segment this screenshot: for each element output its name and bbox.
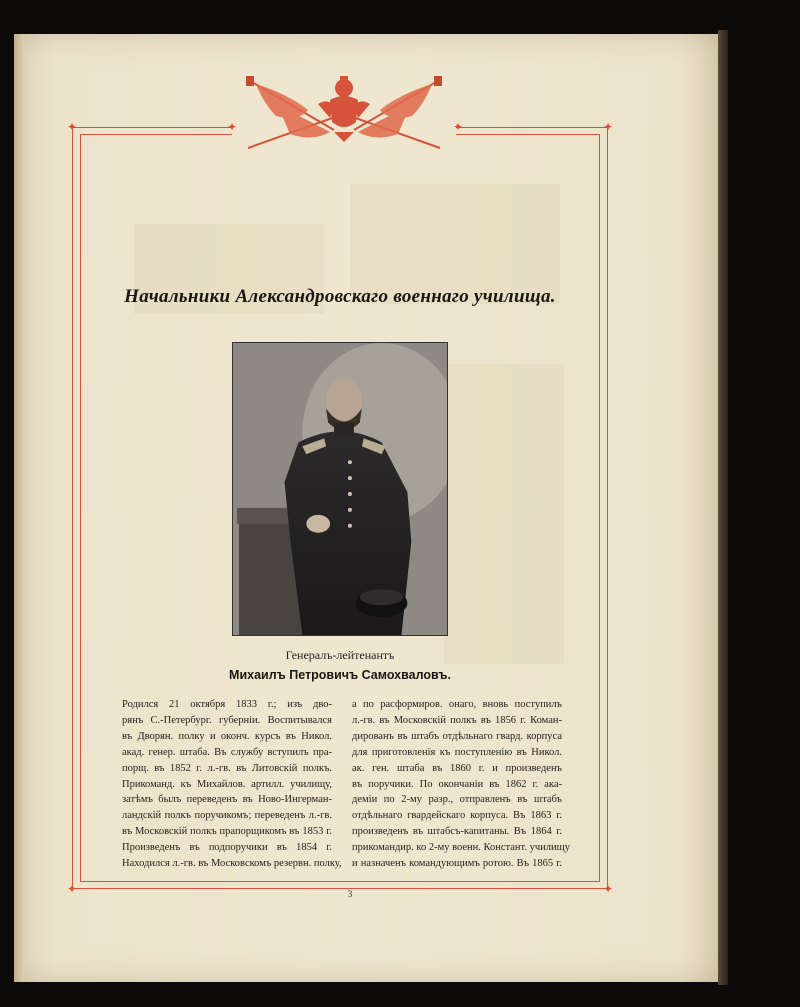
biography-line: въ Дворян. полку и оконч. курсъ въ Никол.: [122, 730, 332, 742]
frame-corner-ornament: ✦: [602, 882, 614, 896]
portrait-name-caption: Михаилъ Петровичъ Самохваловъ.: [229, 668, 451, 682]
book-edge: [718, 30, 728, 985]
biography-line: ландскій полкъ поручикомъ; переведенъ л.-гв.: [122, 810, 332, 822]
frame-corner-ornament: ✦: [602, 120, 614, 134]
biography-line: произведенъ въ штабсъ-капитаны. Въ 1864 г.: [352, 826, 562, 838]
biography-line: акад. генер. штаба. Въ службу вступилъ пра-: [122, 746, 332, 758]
page-number: 3: [347, 889, 353, 899]
biography-right-column: [352, 697, 570, 872]
biography-line: затѣмъ былъ переведенъ въ Ново-Ингерман-: [122, 794, 332, 806]
portrait-photograph: [232, 342, 448, 636]
biography-line: ак. ген. штаба въ 1860 г. и произведенъ: [352, 762, 562, 774]
frame-corner-ornament: ✦: [452, 120, 464, 134]
biography-line: порщ. въ 1852 г. л.-гв. въ Литовскій полкъ.: [122, 762, 332, 774]
biography-line: дированъ въ штабъ отдѣльнаго гвард. корпуса: [352, 730, 562, 742]
page-title: Начальники Александровскаго военнаго училища.: [124, 286, 556, 307]
biography-line: Прикоманд. къ Михайлов. артилл. училищу,: [122, 778, 332, 790]
biography-line: отдѣльнаго гвардейскаго корпуса. Въ 1863 г.: [352, 810, 562, 822]
biography-line: л.-гв. въ Московскій полкъ въ 1856 г. Коман-: [352, 714, 562, 726]
imperial-eagle-emblem: [238, 70, 450, 158]
biography-line: прикомандир. ко 2-му военн. Констант. училищу: [352, 842, 570, 854]
page-spine-shadow: [14, 34, 24, 982]
portrait-rank-caption: Генералъ-лейтенантъ: [285, 648, 395, 662]
biography-line: въ Московскій полкъ прапорщикомъ въ 1853 г.: [122, 826, 332, 838]
biography-line: для приготовленія къ поступленію въ Никол.: [352, 746, 562, 758]
biography-line: и назначенъ командующимъ ротою. Въ 1865 г.: [352, 858, 562, 870]
biography-line: а по расформиров. онаго, вновь поступилъ: [352, 699, 562, 710]
frame-corner-ornament: ✦: [226, 120, 238, 134]
biography-line: деміи по 2-му разр., отправленъ въ штабъ: [352, 794, 562, 806]
biography-line: Находился л.-гв. въ Московскомъ резервн. полку,: [122, 858, 342, 870]
biography-line: Произведенъ въ подпоручики въ 1854 г.: [122, 842, 332, 854]
biography-line: Родился 21 октября 1833 г.; изъ дво-: [122, 699, 332, 710]
frame-corner-ornament: ✦: [66, 882, 78, 896]
biography-left-column: [122, 697, 342, 872]
frame-corner-ornament: ✦: [66, 120, 78, 134]
biography-line: рянъ С.-Петербург. губерніи. Воспитывался: [122, 714, 332, 726]
biography-line: въ поручики. По окончаніи въ 1862 г. ака-: [352, 778, 562, 790]
